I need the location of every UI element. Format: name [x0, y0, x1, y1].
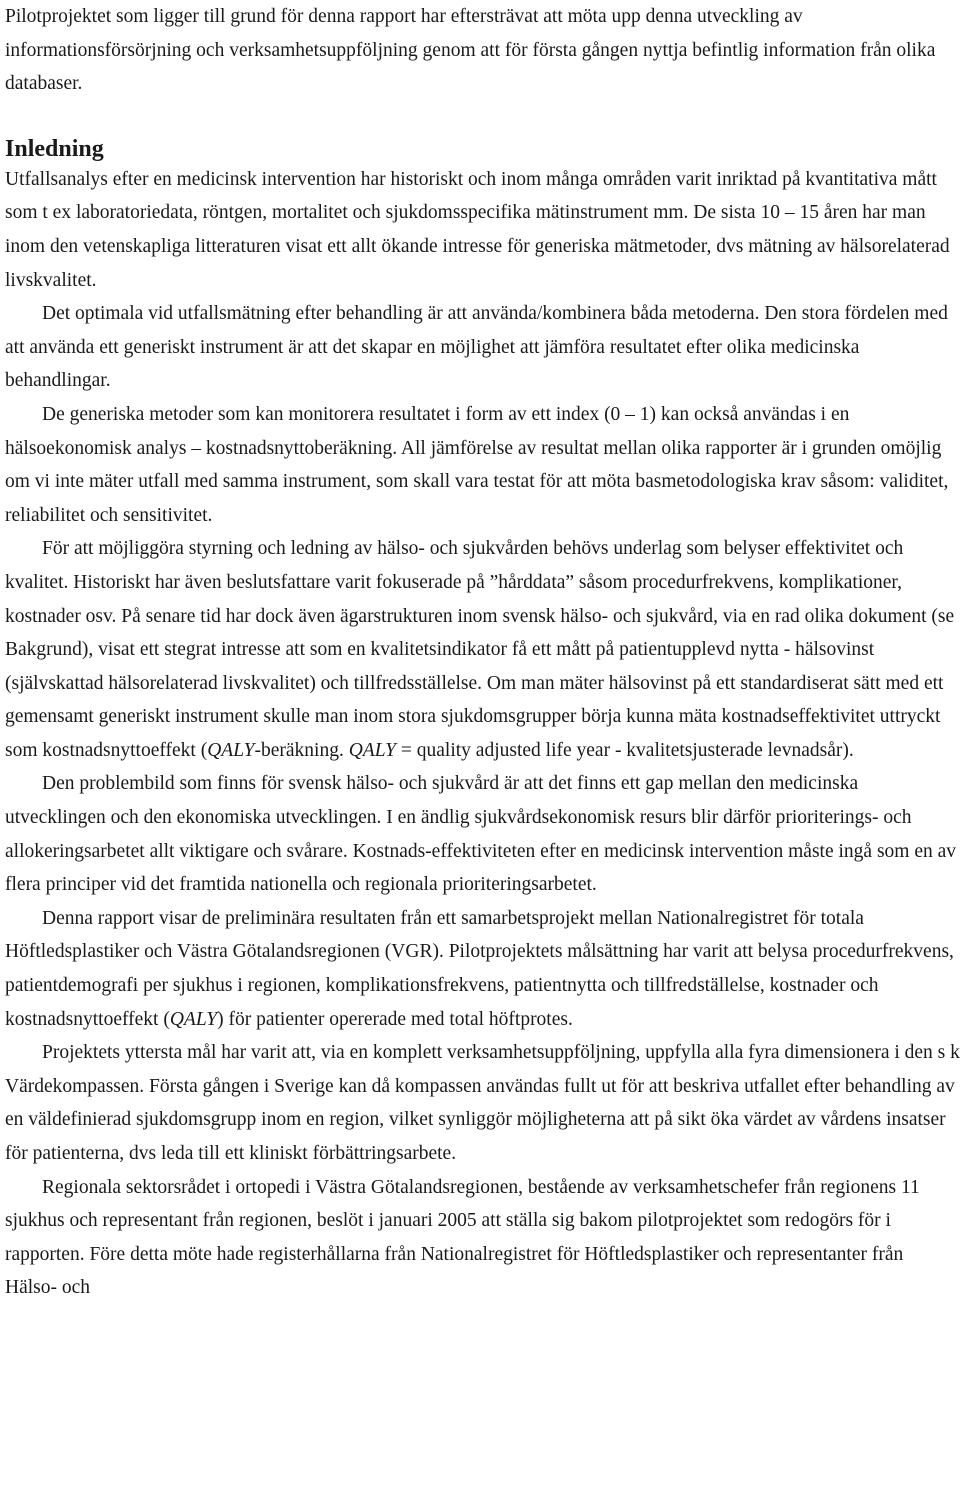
section-heading: Inledning — [5, 135, 104, 162]
paragraph-8: Regionala sektorsrådet i ortopedi i Västra Götalandsregionen, bestående av verksamhetschefer från regionens 11 sjukhus och representant från regionen, beslöt i januari 2005 att ställa sig bakom pilotprojektet som redogörs för i rapporten. Före detta möte hade registerhållarna från Nationalregistret för Höftledsplastiker och representanter från Hälso- och — [5, 1176, 920, 1299]
qaly-term: QALY — [169, 1008, 218, 1030]
paragraph-2: Det optimala vid utfallsmätning efter behandling är att använda/kombinera båda metoderna. Den stora fördelen med att använda ett generiskt instrument är att det skapar en möjlighet att jämföra resultatet efter olika medicinska behandlingar. — [5, 303, 948, 392]
qaly-term: QALY — [207, 739, 255, 761]
paragraph-3: De generiska metoder som kan monitorera resultatet i form av ett index (0 – 1) kan också användas i en hälsoekonomisk analys – kostnadsnyttoberäkning. All jämförelse av resultat mellan olika rapporter är i grunden omöjlig om vi inte mäter utfall med samma instrument, som skall vara testat för att möta basmetodologiska krav såsom: validitet, reliabilitet och sensitivitet. — [5, 403, 949, 526]
paragraph-6-text-a: Denna rapport visar de preliminära resultaten från ett samarbetsprojekt mellan Nationalregistret för totala Höftledsplastiker och Västra Götalandsregionen (VGR). Pilotprojektets målsättning har varit att belysa procedurfrekvens, patientdemografi per sjukhus i regionen, komplikationsfrekvens, patientnytta och tillfredställelse, kostnader och kostnadsnyttoeffekt ( — [5, 907, 954, 1030]
paragraph-6 — [5, 902, 960, 1036]
qaly-term: QALY — [348, 739, 397, 761]
paragraph-7: Projektets yttersta mål har varit att, via en komplett verksamhetsuppföljning, uppfylla alla fyra dimensionera i den s k Värdekompassen. Första gången i Sverige kan då kompassen användas fullt ut för att beskriva utfallet efter behandling av en väldefinierad sjukdomsgrupp inom en region, vilket synliggör möjligheterna att på sikt öka värdet av vårdens insatser för patienterna, dvs leda till ett kliniskt förbättringsarbete. — [5, 1042, 960, 1164]
paragraph-4-text-c: = quality adjusted life year - kvalitetsjusterade levnadsår). — [396, 739, 854, 761]
paragraph-4-text-a: För att möjliggöra styrning och ledning av hälso- och sjukvården behövs underlag som belyser effektivitet och kvalitet. Historiskt har även beslutsfattare varit fokuserade på ”hårddata” såsom procedurfrekvens, komplikationer, kostnader osv. På senare tid har dock även ägarstrukturen inom svensk hälso- och sjukvård, via en rad olika dokument (se Bakgrund), visat ett stegrat intresse att som en kvalitetsindikator få ett mått på patientupplevd nytta - hälsovinst (självskattad hälsorelaterad livskvalitet) och tillfredsställelse. Om man mäter hälsovinst på ett standardiserat sätt med ett gemensamt generiskt instrument skulle man inom stora sjukdomsgrupper börja kunna mäta kostnadseffektivitet uttryckt som kostnadsnyttoeffekt ( — [5, 538, 955, 761]
paragraph-4 — [5, 532, 960, 767]
paragraph-5: Den problembild som finns för svensk hälso- och sjukvård är att det finns ett gap mellan den medicinska utvecklingen och den ekonomiska utvecklingen. I en ändlig sjukvårdsekonomisk resurs blir därför prioriterings- och allokeringsarbetet allt viktigare och svårare. Kostnads-effektiviteten efter en medicinsk intervention måste ingå som en av flera principer vid det framtida nationella och regionala prioriteringsarbetet. — [5, 773, 957, 896]
paragraph-1: Utfallsanalys efter en medicinsk intervention har historiskt och inom många områden varit inriktad på kvantitativa mått som t ex laboratoriedata, röntgen, mortalitet och sjukdomsspecifika mätinstrument mm. De sista 10 – 15 åren har man inom den vetenskapliga litteraturen visat ett allt ökande intresse för generiska mätmetoder, dvs mätning av hälsorelaterad livskvalitet. — [5, 168, 950, 291]
paragraph-6-text-b: ) för patienter opererade med total höftprotes. — [217, 1008, 573, 1030]
intro-paragraph: Pilotprojektet som ligger till grund för denna rapport har eftersträvat att möta upp denna utveckling av informationsförsörjning och verksamhetsuppföljning genom att för första gången nyttja befintlig information från olika databaser. — [5, 6, 936, 95]
paragraph-4-text-b: -beräkning. — [254, 739, 349, 761]
